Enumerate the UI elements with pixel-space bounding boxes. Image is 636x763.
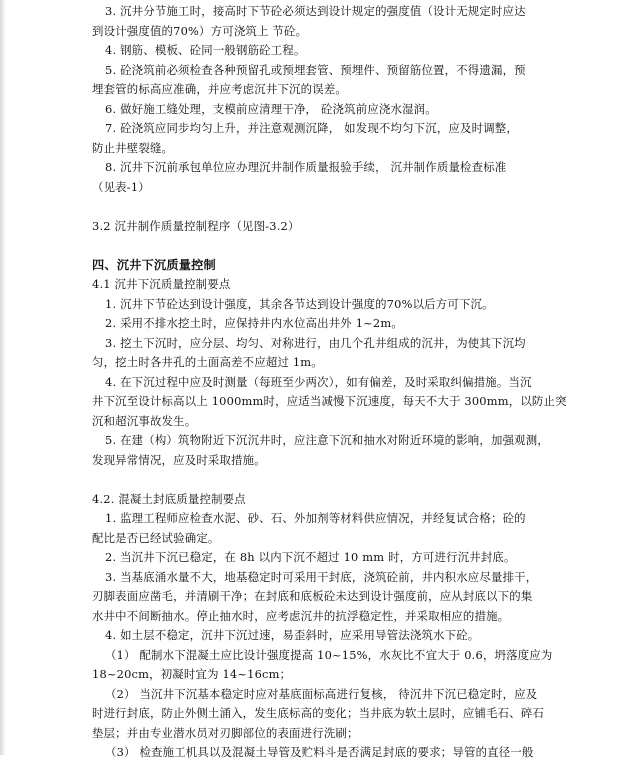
- document-line: （3） 检查施工机具以及混凝土导管及贮料斗是否满足封底的要求；导管的直径一般: [105, 745, 534, 759]
- document-line: 沉和超沉事故发生。: [92, 413, 197, 428]
- document-line: 7. 砼浇筑应同步均匀上升，并注意观测沉降， 如发现不均匀下沉，应及时调整，: [105, 121, 518, 135]
- document-line: （见表-1）: [92, 179, 150, 194]
- document-line: 2. 采用不排水挖土时，应保持井内水位高出井外 1~2m。: [105, 316, 403, 330]
- document-line: 8. 沉井下沉前承包单位应办理沉井制作质量报验手续， 沉井制作质量检查标准: [105, 160, 507, 174]
- document-line: 水井中不间断抽水。停止抽水时，应考虑沉井的抗浮稳定性，并采取相应的措施。: [92, 608, 510, 623]
- document-line: 3.2 沉井制作质量控制程序（见图-3.2）: [92, 218, 300, 233]
- document-line: 4. 在下沉过程中应及时测量（每班至少两次），如有偏差，及时采取纠偏措施。当沉: [105, 374, 532, 389]
- document-line: 3. 当基底涌水量不大，地基稳定时可采用干封底，浇筑砼前，井内积水应尽量排干，: [105, 569, 538, 584]
- document-line: 刃脚表面应凿毛，并清刷干净；在封底和底板砼未达到设计强度前，应从封底以下的集: [92, 589, 533, 603]
- document-body: [92, 2, 614, 763]
- document-line: 井下沉至设计标高以上 1000mm时，应适当减慢下沉速度，每天不大于 300mm，以防止突: [92, 394, 567, 408]
- blank-line: [92, 470, 614, 490]
- document-line: 4.1 沉井下沉质量控制要点: [92, 277, 231, 291]
- document-line: 4.2. 混凝土封底质量控制要点: [92, 491, 246, 506]
- document-line: 5. 在建（构）筑物附近下沉沉井时，应注意下沉和抽水对附近环境的影响，加强观测，: [105, 433, 549, 447]
- document-line: 5. 砼浇筑前必须检查各种预留孔或预埋套管、预埋件、预留筋位置，不得遗漏，预: [105, 62, 526, 77]
- document-line: 配比是否已经试验确定。: [92, 530, 220, 545]
- document-line: 1. 沉井下节砼达到设计强度，其余各节达到设计强度的70%以后方可下沉。: [105, 296, 494, 311]
- document-line: （1） 配制水下混凝土应比设计强度提高 10~15%，水灰比不宜大于 0.6，坍落度应为: [105, 647, 553, 662]
- document-line: 6. 做好施工缝处理，支模前应清理干净， 砼浇筑前应浇水湿润。: [105, 101, 437, 116]
- blank-line: [92, 197, 614, 217]
- blank-line: [92, 236, 614, 256]
- document-line: 4. 钢筋、模板、砼同一般钢筋砼工程。: [105, 43, 306, 57]
- document-line: 防止井壁裂缝。: [92, 140, 174, 155]
- document-line: 18~20cm，初凝时宜为 14~16cm；: [92, 667, 292, 681]
- document-line: 3. 挖土下沉时，应分层、均匀、对称进行，由几个孔井组成的沉井，为使其下沉均: [105, 335, 526, 350]
- document-line: 4. 如土层不稳定，沉井下沉过速，易歪斜时，应采用导管法浇筑水下砼。: [105, 628, 480, 642]
- document-line: 匀，挖土时各井孔的土面高差不应超过 1m。: [92, 355, 323, 369]
- document-line: 3. 沉井分节施工时，接高时下节砼必须达到设计规定的强度值（设计无规定时应达: [105, 4, 526, 18]
- document-line: 到设计强度值的70%）方可浇筑上 节砼。: [92, 23, 308, 38]
- document-line: 2. 当沉井下沉已稳定，在 8h 以内下沉不超过 10 mm 时，方可进行沉井封底。: [105, 550, 516, 564]
- document-line: 垫层；并由专业潜水员对刃脚部位的表面进行洗刷；: [92, 725, 359, 740]
- document-line: （2） 当沉井下沉基本稳定时应对基底面标高进行复核， 待沉井下沉已稳定时，应及: [105, 686, 538, 701]
- document-line: 埋套管的标高应准确，并应考虑沉井下沉的误差。: [92, 82, 347, 96]
- page-left-edge: [0, 0, 6, 755]
- document-line: 1. 监理工程师应检查水泥、砂、石、外加剂等材料供应情况，并经复试合格；砼的: [105, 511, 526, 525]
- document-line: 发现异常情况，应及时采取措施。: [92, 452, 266, 467]
- document-line: 时进行封底，防止外侧土涌入，发生底标高的变化；当井底为软土层时，应铺毛石、碎石: [92, 706, 545, 720]
- section-heading: 四、沉井下沉质量控制: [92, 257, 216, 272]
